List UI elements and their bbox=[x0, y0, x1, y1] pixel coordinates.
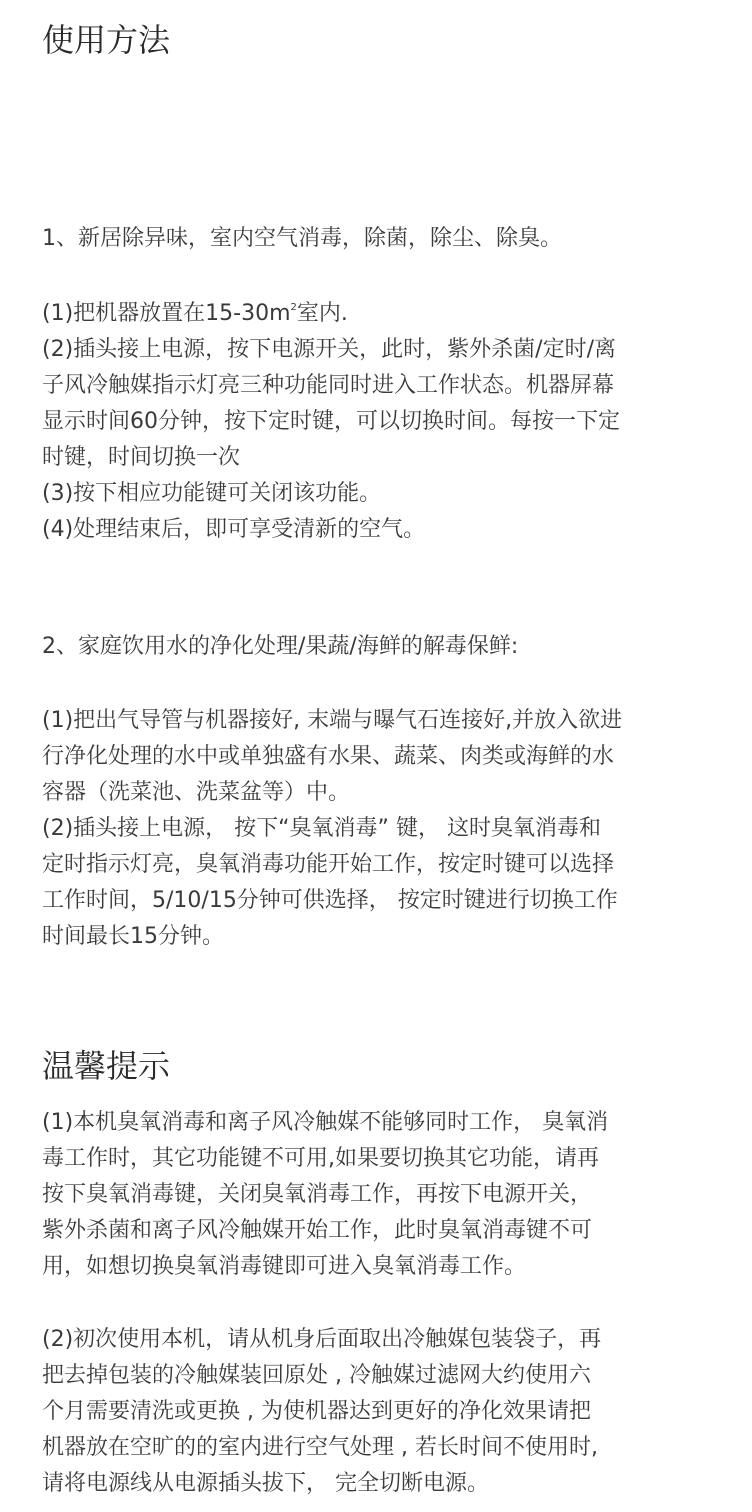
usage-title: 使用方法 bbox=[42, 21, 171, 59]
section1-step1: (1)把机器放置在$15-30m^2$室内. bbox=[42, 301, 348, 326]
section2-step1-line: (1)把出气导管与机器接好, 末端与曝气石连接好,并放入欲进 bbox=[42, 708, 623, 733]
tip1-line: (1)本机臭氧消毒和离子风冷触媒不能够同时工作， 臭氧消 bbox=[42, 1110, 609, 1135]
tip2-line: 机器放在空旷的的室内进行空气处理 , 若长时间不使用时, bbox=[42, 1435, 598, 1460]
tip2-line: 请将电源线从电源插头拔下， 完全切断电源。 bbox=[42, 1471, 489, 1496]
tip1-line: 毒工作时，其它功能键不可用,如果要切换其它功能，请再 bbox=[42, 1146, 599, 1171]
section1-step2-line: 显示时间60分钟，按下定时键，可以切换时间。每按一下定 bbox=[42, 409, 620, 434]
section1-step2-line: 子风冷触媒指示灯亮三种功能同时进入工作状态。机器屏幕 bbox=[42, 373, 615, 398]
tip2-line: 个月需要清洗或更换 , 为使机器达到更好的净化效果请把 bbox=[42, 1399, 591, 1424]
section2-step2-line: 时间最长15分钟。 bbox=[42, 924, 224, 949]
section2-heading: 2、家庭饮用水的净化处理/果蔬/海鲜的解毒保鲜: bbox=[42, 634, 519, 659]
section2-step1-line: 行净化处理的水中或单独盛有水果、蔬菜、肉类或海鲜的水 bbox=[42, 744, 615, 769]
tip2 bbox=[42, 1322, 712, 1502]
tip1 bbox=[42, 1105, 712, 1285]
section2-step2-line: 工作时间，5/10/15分钟可供选择， 按定时键进行切换工作 bbox=[42, 888, 618, 913]
section2-steps bbox=[42, 703, 712, 955]
section1-step3: (3)按下相应功能键可关闭该功能。 bbox=[42, 481, 382, 506]
section2-step2-line: 定时指示灯亮，臭氧消毒功能开始工作，按定时键可以选择 bbox=[42, 852, 615, 877]
section2-step2-line: (2)插头接上电源， 按下“臭氧消毒” 键， 这时臭氧消毒和 bbox=[42, 816, 601, 841]
section1-step4: (4)处理结束后，即可享受清新的空气。 bbox=[42, 517, 426, 542]
section1-step2-line: (2)插头接上电源，按下电源开关，此时，紫外杀菌/定时/离 bbox=[42, 337, 616, 362]
tips-title: 温馨提示 bbox=[42, 1047, 171, 1085]
section1-heading: 1、新居除异味，室内空气消毒，除菌，除尘、除臭。 bbox=[42, 226, 562, 251]
section1-steps bbox=[42, 296, 712, 548]
tip2-line: (2)初次使用本机，请从机身后面取出冷触媒包装袋子，再 bbox=[42, 1327, 602, 1352]
tip1-line: 用，如想切换臭氧消毒键即可进入臭氧消毒工作。 bbox=[42, 1254, 527, 1279]
section2-step1-line: 容器（洗菜池、洗菜盆等）中。 bbox=[42, 780, 351, 805]
section1-step2-line: 时键，时间切换一次 bbox=[42, 445, 241, 470]
tip1-line: 按下臭氧消毒键，关闭臭氧消毒工作，再按下电源开关， bbox=[42, 1182, 593, 1207]
tip1-line: 紫外杀菌和离子风冷触媒开始工作，此时臭氧消毒键不可 bbox=[42, 1218, 593, 1243]
tip2-line: 把去掉包装的冷触媒装回原处 , 冷触媒过滤网大约使用六 bbox=[42, 1363, 591, 1388]
